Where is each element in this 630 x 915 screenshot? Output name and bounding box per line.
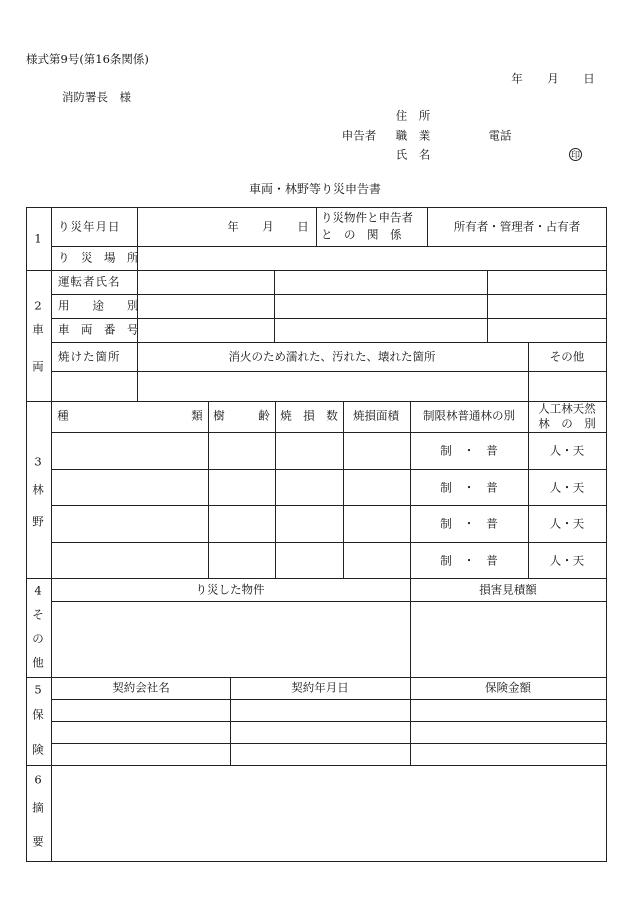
damaged-item-header: り災した物件 [195,582,265,597]
phone-label: 電話 [488,128,512,143]
section-3-name-1: 林 [32,482,44,497]
section-3-number: 3 [34,454,42,469]
forest-type-header-2: 林 の 別 [538,416,596,431]
insurance-amount-header: 保険金額 [485,680,531,695]
restrict-choice-1: 制 ・ 普 [440,443,498,458]
forest-choice-3: 人・天 [549,516,585,531]
disaster-date-label: り災年月日 [58,219,121,234]
section-2-name-2: 両 [32,359,44,374]
divider-3-4 [26,578,607,579]
driver-name-label: 運転者氏名 [58,274,121,289]
insurance-company-header: 契約会社名 [112,680,170,695]
seal-stamp: 印 [569,148,582,161]
forest-choice-2: 人・天 [549,480,585,495]
disaster-place-label: り 災 場 所 [58,250,139,265]
forest-type-header-1: 人工林天然 [538,401,596,416]
section-4-name-1: そ [32,607,44,622]
section-6-name-1: 摘 [32,800,44,815]
section-4-number: 4 [34,583,42,598]
section-6-number: 6 [34,772,42,787]
vehicle-number-label: 車 両 番 号 [58,322,139,337]
section-2-number: 2 [34,298,42,313]
divider-4-5 [26,677,607,678]
date-month-label: 月 [547,71,559,86]
relation-label-1: り災物件と申告者 [321,210,413,225]
section-1-number: 1 [34,231,42,246]
kind-header-1: 種 [57,408,69,423]
burned-part-label: 焼けた箇所 [58,349,121,364]
form-number: 様式第9号(第16条関係) [26,52,149,66]
age-header-1: 樹 [213,408,225,423]
section-2-name-1: 車 [32,322,44,337]
section-5-number: 5 [34,682,42,697]
disaster-month-label: 月 [262,219,274,234]
restrict-choice-2: 制 ・ 普 [440,480,498,495]
restrict-choice-3: 制 ・ 普 [440,516,498,531]
section-4-name-2: の [32,631,44,646]
forest-choice-1: 人・天 [549,443,585,458]
name-label: 氏 名 [395,147,431,162]
burned-area-header: 焼損面積 [353,408,399,423]
relation-label-2: と の 関 係 [321,227,402,242]
divider-2-3 [26,401,607,402]
number-column-line [51,207,52,862]
section-5-name-1: 保 [32,707,44,722]
date-day-label: 日 [583,71,595,86]
kind-header-2: 類 [191,408,203,423]
forest-choice-4: 人・天 [549,553,585,568]
restricted-forest-header: 制限林普通林の別 [423,408,515,423]
section-3-name-2: 野 [32,514,44,529]
occupation-label: 職 業 [395,128,431,143]
relation-value: 所有者・管理者・占有者 [453,219,581,234]
address-label: 住 所 [395,108,431,123]
other-part-label: その他 [549,349,585,364]
damage-estimate-header: 損害見積額 [479,582,537,597]
restrict-choice-4: 制 ・ 普 [440,553,498,568]
date-year-label: 年 [511,71,523,86]
applicant-label: 申告者 [341,128,377,143]
burned-count-header: 焼 損 数 [280,408,338,423]
use-label: 用 途 別 [58,298,139,313]
contract-date-header: 契約年月日 [291,680,349,695]
addressee: 消防署長 様 [62,90,131,104]
section-4-name-3: 他 [32,655,44,670]
disaster-day-label: 日 [297,219,309,234]
disaster-year-label: 年 [227,219,239,234]
divider-5-6 [26,765,607,766]
age-header-2: 齢 [258,408,270,423]
divider-1-2 [26,270,607,271]
document-title: 車両・林野等り災申告書 [248,182,382,196]
damaged-part-label: 消火のため濡れた、汚れた、壊れた箇所 [228,349,436,364]
section-5-name-2: 険 [32,742,44,757]
section-6-name-2: 要 [32,834,44,849]
